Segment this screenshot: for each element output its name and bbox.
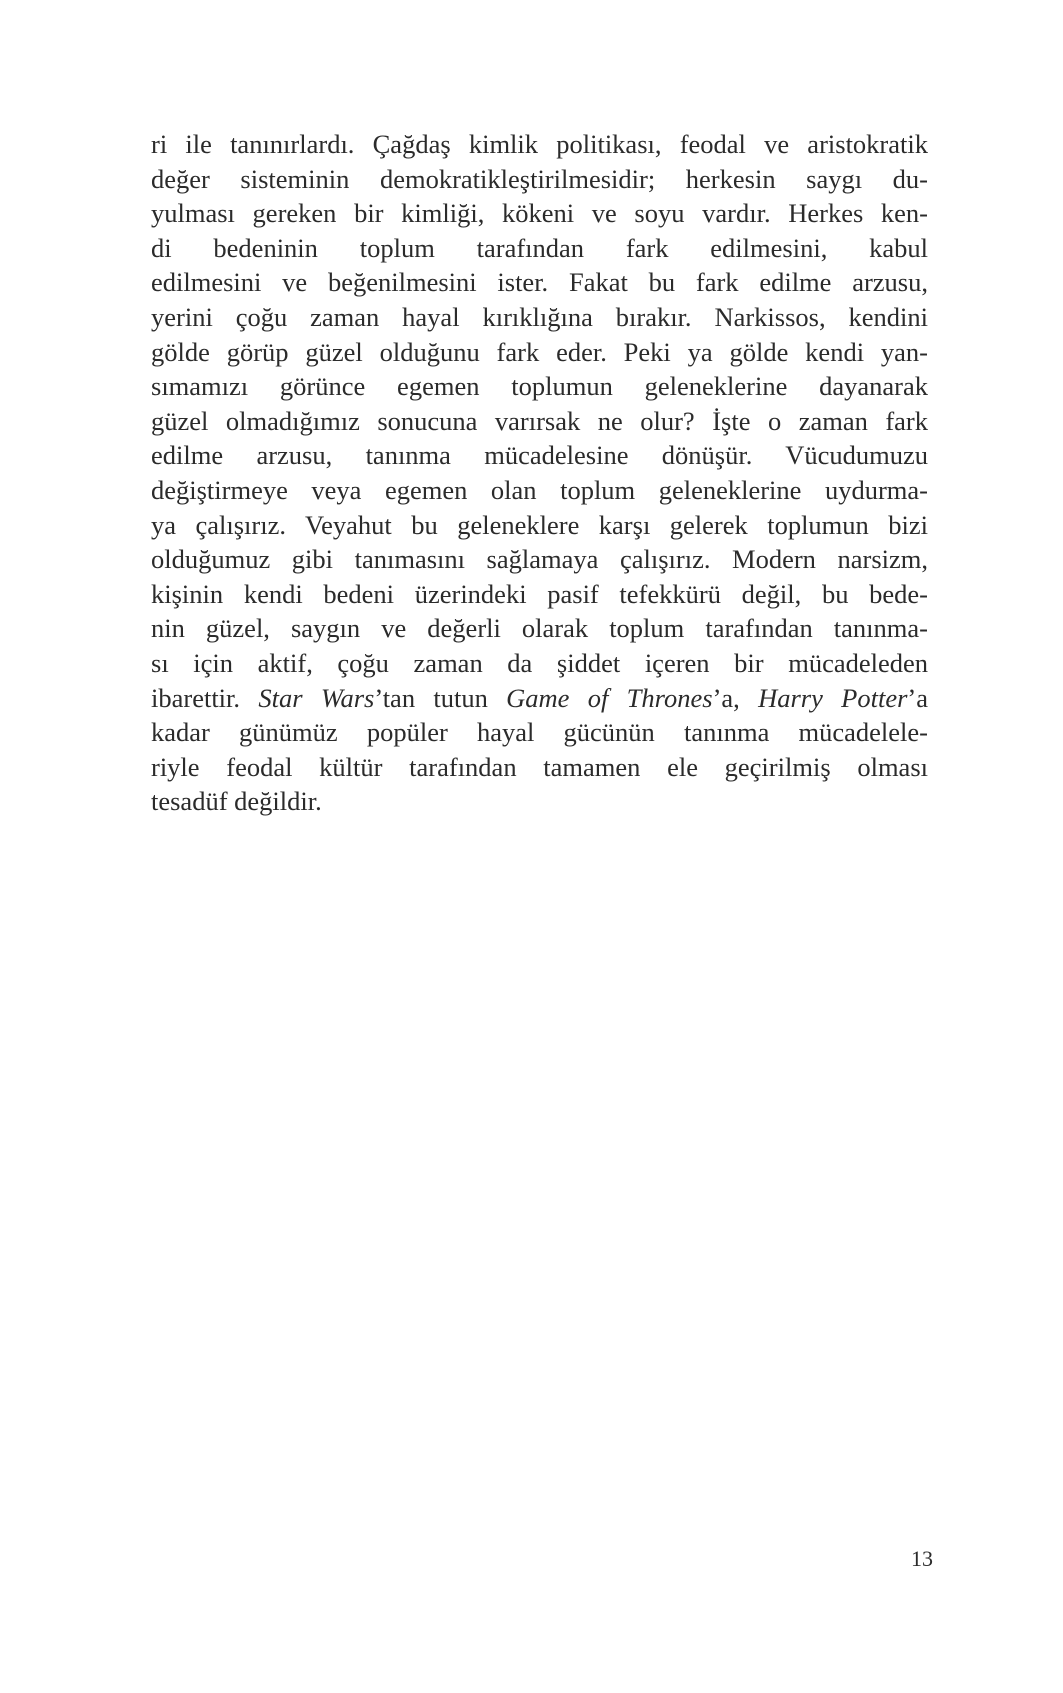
text-line-4: di bedeninin toplum tarafından fark edilmesini, kabul [151,232,928,263]
text-line-3: yulması gereken bir kimliği, kökeni ve soyu vardır. Herkes ken- [151,198,928,229]
text-line-1: ri ile tanınırlardı. Çağdaş kimlik politikası, feodal ve aristokratik [151,129,928,159]
line-17-mid-1: ’tan tutun [374,682,507,713]
text-line-7: gölde görüp güzel olduğunu fark eder. Peki ya gölde kendi yan- [151,336,928,367]
page-number: 13 [911,1546,933,1571]
text-line-14: kişinin kendi bedeni üzerindeki pasif tefekkürü değil, bu bede- [151,578,928,609]
text-line-16: sı için aktif, çoğu zaman da şiddet içeren bir mücadeleden [151,647,928,678]
text-line-2: değer sisteminin demokratikleştirilmesidir; herkesin saygı du- [151,163,928,194]
title-star-wars: Star Wars [258,682,375,713]
title-game-of-thrones: Game of Thrones [506,682,713,713]
text-line-19: riyle feodal kültür tarafından tamamen ele geçirilmiş olması [151,751,928,782]
text-line-8: sımamızı görünce egemen toplumun geleneklerine dayanarak [151,371,928,402]
body-paragraph [151,127,928,819]
text-line-20: tesadüf değildir. [151,786,322,817]
text-line-18: kadar günümüz popüler hayal gücünün tanınma mücadelele- [151,717,928,748]
text-line-11: değiştirmeye veya egemen olan toplum geleneklerine uydurma- [151,474,928,505]
line-17-post: ’a [907,682,928,713]
text-line-9: güzel olmadığımız sonucuna varırsak ne olur? İşte o zaman fark [151,405,928,436]
line-17-mid-2: ’a, [712,682,759,713]
title-harry-potter: Harry Potter [758,682,908,713]
text-line-12: ya çalışırız. Veyahut bu geleneklere karşı gelerek toplumun bizi [151,509,928,540]
text-line-6: yerini çoğu zaman hayal kırıklığına bırakır. Narkissos, kendini [151,301,928,332]
text-line-10: edilme arzusu, tanınma mücadelesine dönüşür. Vücudumuzu [151,440,928,471]
text-line-17 [151,681,928,716]
text-line-5: edilmesini ve beğenilmesini ister. Fakat bu fark edilme arzusu, [151,267,928,298]
text-line-15: nin güzel, saygın ve değerli olarak toplum tarafından tanınma- [151,613,928,644]
line-17-pre: ibarettir. [151,682,259,713]
text-line-13: olduğumuz gibi tanımasını sağlamaya çalışırız. Modern narsizm, [151,544,928,575]
